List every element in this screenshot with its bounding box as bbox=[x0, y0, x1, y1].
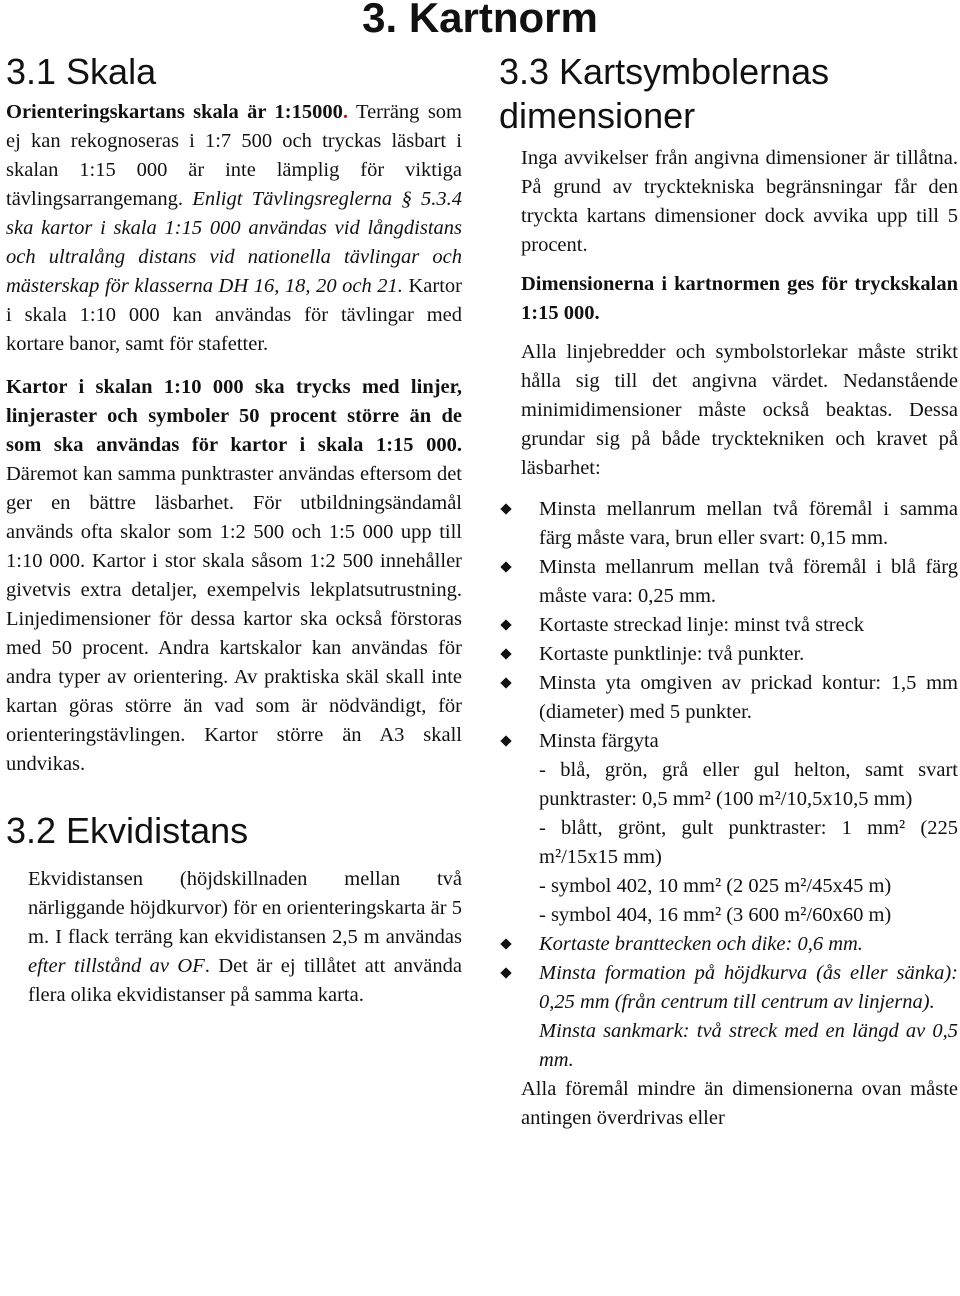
diamond-bullet-icon bbox=[501, 620, 511, 630]
section-3-3-paragraph-1: Inga avvikelser från angivna dimensioner är tillåtna. På grund av trycktekniska begränsningar får den tryckta kartans dimensioner dock avvika upp till 5 procent. bbox=[521, 147, 958, 256]
diamond-bullet-icon bbox=[501, 504, 511, 514]
diamond-bullet-icon bbox=[501, 968, 511, 978]
color-area-sub-item: - blått, grönt, gult punktraster: 1 mm² (225 m²/15x15 mm) bbox=[539, 817, 958, 868]
left-column bbox=[6, 50, 462, 1010]
section-3-2-paragraph bbox=[6, 865, 462, 1010]
section-3-3-print-scale: Dimensionerna i kartnormen ges för tryckskalan 1:15 000. bbox=[521, 273, 958, 324]
right-column bbox=[499, 50, 958, 1133]
color-area-sub-item: - blå, grön, grå eller gul helton, samt svart punktraster: 0,5 mm² (100 m²/10,5x10,5 mm) bbox=[539, 759, 958, 810]
scale-statement: Orienteringskartans skala är 1:15000 bbox=[6, 101, 343, 123]
list-item: Minsta mellanrum mellan två föremål i samma färg måste vara, brun eller svart: 0,15 mm. bbox=[499, 495, 958, 553]
diamond-bullet-icon bbox=[501, 678, 511, 688]
section-3-1-paragraph-1 bbox=[6, 98, 462, 359]
diamond-bullet-icon bbox=[501, 562, 511, 572]
contour-interval-end: . Det är ej tillåtet att använda flera olika ekvidistanser på samma karta. bbox=[28, 955, 462, 1006]
section-3-1-paragraph-2 bbox=[6, 373, 462, 779]
scale-statement-period: . bbox=[342, 101, 348, 123]
list-item: Minsta mellanrum mellan två föremål i blå färg måste vara: 0,25 mm. bbox=[499, 553, 958, 611]
section-3-3-closing: Alla föremål mindre än dimensionerna ovan måste antingen överdrivas eller bbox=[521, 1078, 958, 1129]
terrain-text: Terräng som ej kan rekognoseras i 1:7 500 och tryckas läsbart i skalan 1:15 000 är inte lämplig för viktiga tävlingsarrangemang. bbox=[6, 101, 462, 210]
dimension-list bbox=[499, 495, 958, 1075]
list-item: Minsta yta omgiven av prickad kontur: 1,5 mm (diameter) med 5 punkter. bbox=[499, 669, 958, 727]
section-3-1-heading: 3.1 Skala bbox=[6, 51, 157, 92]
diamond-bullet-icon bbox=[501, 736, 511, 746]
color-area-sub-item: - symbol 402, 10 mm² (2 025 m²/45x45 m) bbox=[539, 875, 892, 897]
marsh-minimum-text: Minsta sankmark: två streck med en längd av 0,5 mm. bbox=[539, 1020, 958, 1071]
list-item: Minsta formation på höjdkurva (ås eller sänka): 0,25 mm (från centrum till centrum av linjerna). Minsta sankmark: två streck med en längd av 0,5 mm. bbox=[499, 959, 958, 1075]
page-title: 3. Kartnorm bbox=[362, 0, 598, 41]
list-item: Kortaste streckad linje: minst två streck bbox=[499, 611, 958, 640]
enlargement-statement: Kartor i skalan 1:10 000 ska trycks med linjer, linjeraster och symboler 50 procent större än de som ska användas för kartor i skala 1:15 000. bbox=[6, 376, 462, 456]
color-area-sub-item: - symbol 404, 16 mm² (3 600 m²/60x60 m) bbox=[539, 904, 892, 926]
section-3-3-paragraph-3: Alla linjebredder och symbolstorlekar måste strikt hålla sig till det angivna värdet. Nedanstående minimidimensioner måste också beaktas. Dessa grundar sig på både trycktekniken och kravet på läsbarhet: bbox=[521, 341, 958, 479]
diamond-bullet-icon bbox=[501, 649, 511, 659]
enlargement-details: Däremot kan samma punktraster användas eftersom det ger en bättre läsbarhet. För utbildningsändamål används ofta skalor som 1:2 500 och 1:5 000 upp till 1:10 000. Kartor i stor skala såsom 1:2 500 innehåller givetvis extra detaljer, exempelvis lekplatsutrustning. Linjedimensioner för dessa kartor ska också förstoras med 50 procent. Andra kartskalor kan användas för andra typer av orientering. Av praktiska skäl skall inte kartan göras större än vad som är nödvändigt, för orienteringstävlingen. Kartor större än A3 skall undvikas. bbox=[6, 463, 462, 775]
section-3-2-heading: 3.2 Ekvidistans bbox=[6, 810, 249, 851]
contour-interval-text: Ekvidistansen (höjdskillnaden mellan två närliggande höjdkurvor) för en orienteringskarta är 5 m. I flack terräng kan ekvidistansen 2,5 m användas bbox=[28, 868, 462, 948]
diamond-bullet-icon bbox=[501, 939, 511, 949]
competition-rules-text: Enligt Tävlingsreglerna § 5.3.4 ska kartor i skala 1:15 000 användas vid långdistans och ultralång distans vid nationella tävlingar och mästerskap för klasserna DH 16, 18, 20 och 21. bbox=[6, 188, 462, 297]
list-item: Kortaste branttecken och dike: 0,6 mm. bbox=[499, 930, 958, 959]
section-3-3-heading: 3.3 Kartsymbolernas dimensioner bbox=[499, 51, 830, 136]
scale-10000-text: Kartor i skala 1:10 000 kan användas för tävlingar med kortare banor, samt för stafetter. bbox=[6, 275, 462, 355]
list-item-color-area: Minsta färgyta - blå, grön, grå eller gul helton, samt svart punktraster: 0,5 mm² (100 m²/10,5x10,5 mm) - blått, grönt, gult punktraster: 1 mm² (225 m²/15x15 mm) - symbol 402, 10 mm² (2 025 m²/45x45 m) - symbol 404, 16 mm² (3 600 m²/60x60 m) bbox=[499, 727, 958, 930]
list-item: Kortaste punktlinje: två punkter. bbox=[499, 640, 958, 669]
permission-text: efter tillstånd av OF bbox=[28, 955, 205, 977]
